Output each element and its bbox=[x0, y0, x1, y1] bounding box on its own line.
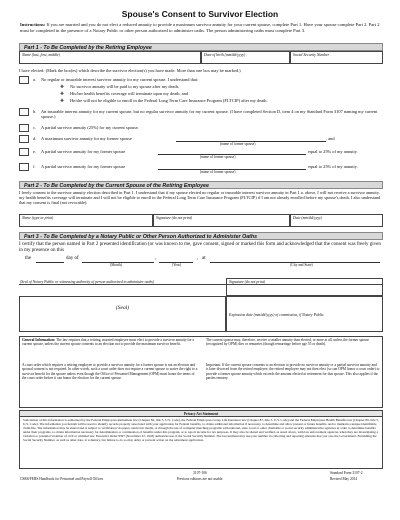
expiration-label: Expiration date (mm/dd/yyyy) of commission, if Notary Public. bbox=[229, 313, 325, 317]
general-info-left-2: A court order which requires a retiring employee to provide a survivor annuity for a former spouse is not an election and spousal consent is not required. In other words, such a court order does not require a current spouse to waive the right to a survivor benefit for the spouse unless even though the Office of Personnel Management (OPM) must honor the terms of the court order before it can honor the election for the current spouse. bbox=[22, 363, 198, 380]
month-caption: (Month) bbox=[110, 263, 122, 267]
part1-heading: Part 1 - To Be Completed by the Retiring Employee bbox=[19, 43, 383, 51]
general-info-label: General Information: bbox=[22, 338, 56, 342]
dob-label: Date of birth (mm/dd/yyyy) bbox=[204, 52, 246, 57]
option-f-equal: equal to 25% of my annuity. bbox=[308, 164, 358, 169]
option-d-letter: d. bbox=[33, 136, 37, 141]
spouse-date-label: Date (mm/dd/yyyy) bbox=[293, 215, 322, 220]
part2-heading: Part 2 - To Be Completed by the Current Spouse of the Retiring Employee bbox=[19, 181, 383, 189]
footer-previous-editions: Previous editions are not usable. bbox=[176, 477, 224, 481]
part3-day-of: day of bbox=[66, 256, 79, 261]
day-line[interactable] bbox=[36, 262, 64, 263]
footer-left: CSRS/FERS Handbook for Personnel and Payroll Offices bbox=[20, 477, 104, 481]
bullet-icon: ❖ bbox=[60, 84, 65, 89]
spouse-signature-label: Signature (do not print) bbox=[156, 215, 193, 220]
option-f-letter: f. bbox=[33, 164, 36, 169]
option-a-checkbox[interactable] bbox=[19, 76, 29, 84]
part3-the: the bbox=[25, 256, 32, 261]
option-d-text: A maximum survivor annuity for my former spouse bbox=[41, 136, 132, 141]
option-f-text: A partial survivor annuity for my former spouse bbox=[41, 164, 126, 169]
option-d-checkbox[interactable] bbox=[19, 135, 29, 143]
spouse-name-label: Name (type or print) bbox=[22, 215, 54, 220]
option-e-caption: (name of former spouse) bbox=[200, 155, 236, 159]
name-field[interactable] bbox=[19, 51, 201, 64]
part3-at: at bbox=[202, 256, 206, 261]
option-b-text: An insurable interest annuity for my current spouse, but no regular survivor annuity for my current spouse. (I have completed Section D, item 4 on my Standard Form 3107 naming my current spouse.) bbox=[41, 109, 378, 120]
part3-heading: Part 3 - To Be Completed by a Notary Public or Other Person Authorized to Administer Oaths bbox=[19, 232, 383, 240]
elected-text: I have elected: (Mark the box(es) which describe the survivor election(s) you have made. More than one box may be marked.) bbox=[19, 68, 241, 73]
option-b-letter: b. bbox=[33, 109, 37, 114]
part3-comma: , bbox=[197, 256, 199, 261]
option-e-equal: equal to 25% of my annuity. bbox=[308, 149, 358, 154]
privacy-heading: Privacy Act Statement bbox=[183, 412, 219, 416]
bullet-1: No survivor annuity will be paid to my spouse after my death, bbox=[70, 84, 180, 89]
city-caption: (City and State) bbox=[290, 263, 313, 267]
spouse-signature-field[interactable] bbox=[153, 214, 290, 227]
instructions-text: If you are married and you do not elect a reduced annuity to provide a maximum survivor annuity for your current spouse, complete Part 1. Have your spouse complete Part 2. Part 2 must be completed in the presence of a Notary Public or other person authorized to administer oaths. The person administering oaths must complete Part 3. bbox=[20, 22, 380, 33]
seal-text: (Seal) bbox=[115, 305, 130, 311]
option-b-checkbox[interactable] bbox=[19, 108, 29, 116]
general-info-left-1-text: The law requires that a retiring, married employee must elect to provide a survivor annuity for a current spouse, unless the current spouse consents to an election not to provide the maximum survivor benefit. bbox=[22, 338, 195, 347]
bullet-3: He/she will not be eligible to enroll in the Federal Long Term Care Insurance Program (FLTCIP) after my death. bbox=[70, 98, 268, 103]
general-info-left-1 bbox=[22, 338, 198, 347]
spouse-name-field[interactable] bbox=[19, 214, 153, 227]
seal-witness-label: (Seal of Notary Public or witnessing authority of person authorized to administer oaths) bbox=[20, 280, 155, 284]
instructions-label: Instructions: bbox=[20, 22, 46, 27]
option-a-text: No regular or insurable interest survivor annuity for my current spouse. I understand that: bbox=[41, 77, 199, 82]
option-a-letter: a. bbox=[33, 77, 37, 82]
option-e-checkbox[interactable] bbox=[19, 148, 29, 156]
option-e-letter: e. bbox=[33, 149, 37, 154]
privacy-heading-bar bbox=[19, 410, 383, 417]
general-info-right-1: The current spouse may, therefore, receive a smaller annuity than elected, or none at all, unless the former spouse (recognized by OPM) dies or remarries (though remarriage before age 55 or death). bbox=[206, 338, 370, 347]
option-f-checkbox[interactable] bbox=[19, 163, 29, 171]
notary-signature-field[interactable] bbox=[226, 278, 383, 296]
option-c-letter: c. bbox=[33, 125, 37, 130]
bullet-2: His/her health benefits coverage will terminate upon my death, and bbox=[70, 91, 189, 96]
seal-box bbox=[19, 296, 226, 332]
notary-signature-label: Signature (do not print) bbox=[229, 279, 266, 284]
dob-field[interactable] bbox=[201, 51, 290, 64]
privacy-box bbox=[19, 417, 383, 469]
option-d-caption: (name of former spouse) bbox=[220, 142, 256, 146]
option-c-checkbox[interactable] bbox=[19, 124, 29, 132]
part3-text: I certify that the person named in Part 2 presented identification (or was known to me, gave consent, signed or marked this form and acknowledged that the consent was freely given in my presence on this bbox=[19, 242, 381, 253]
ssn-label: Social Security Number bbox=[293, 52, 330, 57]
part3-comma: , bbox=[155, 256, 157, 261]
bullet-icon: ❖ bbox=[60, 98, 65, 103]
year-caption: (Year) bbox=[172, 263, 182, 267]
bullet-icon: ❖ bbox=[60, 91, 65, 96]
part2-text: I freely consent to the survivor annuity election described in Part 1. I understand that if my spouse elected no regular or insurable interest survivor annuity in Part 1.a. above, I will not receive a survivor annuity, my health benefits coverage will terminate and I will not be eligible to enroll in the Federal Long Term Care Insurance Program (FLTCIP) if I am not already enrolled before my spouse's death. I also understand that my consent is final (not revocable). bbox=[19, 190, 381, 206]
form-title: Spouse's Consent to Survivor Election bbox=[121, 9, 279, 19]
footer-form-number: 3107-106 bbox=[193, 471, 207, 475]
name-label: Name (last, first, middle) bbox=[22, 52, 61, 57]
option-e-text: A partial survivor annuity for my former spouse bbox=[41, 149, 126, 154]
option-d-and: , and bbox=[326, 136, 335, 141]
spouse-date-field[interactable] bbox=[290, 214, 383, 227]
option-f-caption: (name of former spouse) bbox=[200, 170, 236, 174]
ssn-field[interactable] bbox=[290, 51, 383, 64]
general-info-right-2: Important: If the current spouse consents to an election to provide no survivor annuity or a partial survivor annuity and is later divorced from the retired employee, the retired employee may not then elect (so can OPM honor a court order) to provide a former spouse annuity which exceeds the amount elected at retirement for that spouse. This also applies if the parties remarry. bbox=[206, 363, 380, 380]
instructions bbox=[20, 22, 382, 33]
expiration-field[interactable] bbox=[226, 296, 383, 332]
footer-standard-form: Standard Form 3107-2 bbox=[330, 471, 363, 475]
option-c-text: A partial survivor annuity (25%) for my current spouse. bbox=[41, 125, 139, 130]
privacy-text: Solicitation of this information is authorized by the Federal Employees Retirement law (Chapter 84, title 5, U.S. Code), the Federal Employees Group Life Insurance law (Chapter 87, title 5, U.S. Code) and the Federal Employees Health Benefits law (Chapter 89, title 5, U.S. Code). The information you furnish will be used to identify records properly associated with your application for Federal benefits, to obtain additional information if necessary, to determine and allow present or future benefits, and to maintain a unique identifiable claim file. The information may be shared and is subject to verification via paper, electronic media, or through the use of computer matching programs with national, state, local or other charitable or social security administrative agencies in order to determine benefits under their programs, to obtain information necessary for determination or continuation of benefits under this program, or to report income for tax purposes. It may also be shared and verified, as noted above, with law enforcement agencies when they are investigating a violation or potential violation of civil or criminal law. Executive Order 9397 (November 22, 1943) authorizes use of the Social Security Number. The Government may use your number in collecting and reporting amounts that you owe the Government. Furnishing the Social Security Number, as well as other data, is voluntary, but failure to do so may delay or prevent action on the retirement application. bbox=[23, 418, 379, 443]
footer-revised: Revised May 2014 bbox=[330, 477, 358, 481]
